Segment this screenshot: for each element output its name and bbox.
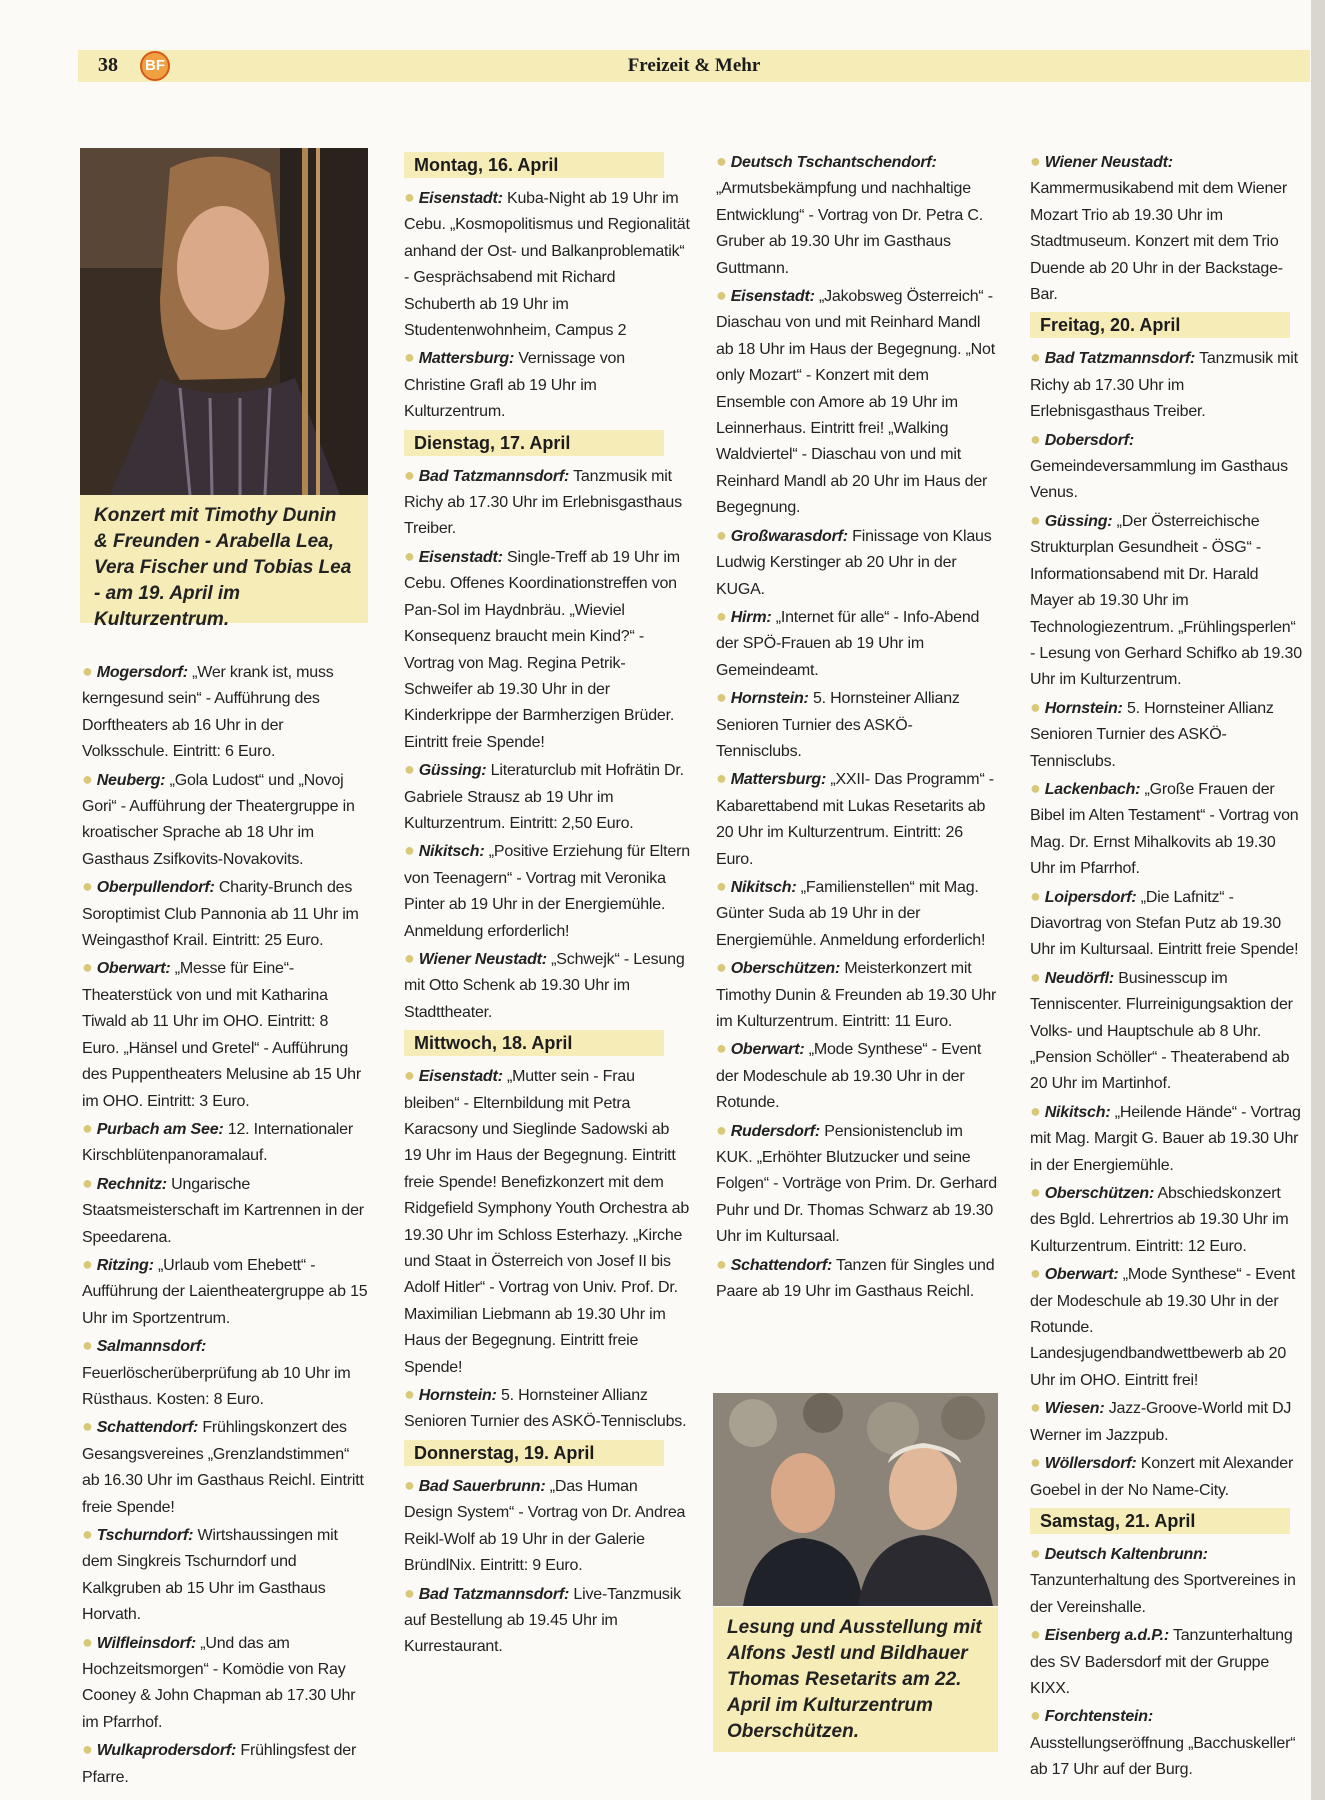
event-entry [1030,344,1302,425]
event-entry [82,1629,368,1737]
bullet-icon: ● [82,1739,93,1760]
bullet-icon: ● [716,285,727,306]
event-location: Eisenberg a.d.P.: [1044,1627,1170,1645]
event-entry [404,184,690,344]
bullet-icon: ● [1030,1182,1041,1203]
event-location: Hornstein: [730,690,809,708]
page-edge [1311,0,1325,1800]
event-entry [1030,1179,1302,1260]
bullet-icon: ● [716,524,727,545]
event-entry [1030,507,1302,694]
bullet-icon: ● [716,768,727,789]
bullet-icon: ● [404,545,415,566]
event-entry [1030,148,1302,308]
event-description: 12. Internationaler Kirschblütenpanoramalauf. [82,1120,353,1165]
bullet-icon: ● [1030,1452,1041,1473]
bullet-icon: ● [716,875,727,896]
event-location: Wiener Neustadt: [418,950,547,968]
event-location: Bad Sauerbrunn: [418,1477,546,1495]
event-location: Eisenstadt: [418,190,503,207]
bullet-icon: ● [82,768,93,789]
bullet-icon: ● [1030,1542,1041,1563]
event-location: Hirm: [730,608,772,626]
event-entry [82,1251,368,1332]
event-entry [82,658,368,766]
event-entry [404,1472,690,1580]
event-entry [404,945,690,1026]
event-location: Oberwart: [96,960,171,978]
event-entry [404,1062,690,1381]
event-location: Ritzing: [96,1256,154,1274]
bullet-icon: ● [404,947,415,968]
event-entry [716,282,998,522]
bullet-icon: ● [1030,696,1041,717]
bullet-icon: ● [716,605,727,626]
event-location: Bad Tatzmannsdorf: [418,467,570,485]
event-description: „Und das am Hochzeitsmorgen“ - Komödie von Ray Cooney & John Chapman ab 17.30 Uhr im Pfarrhof. [82,1634,356,1731]
event-entry [82,1521,368,1629]
magazine-logo: BF [140,51,170,81]
event-location: Tschurndorf: [96,1527,194,1544]
event-entry [404,1381,690,1436]
column-3 [716,148,998,1305]
event-description: „Familienstellen“ mit Mag. Günter Suda ab 19 Uhr in der Energiemühle. Anmeldung erforderlich! [716,878,986,949]
bullet-icon: ● [1030,347,1041,368]
event-entry [404,756,690,837]
event-entry [82,873,368,954]
event-location: Schattendorf: [730,1256,833,1274]
bullet-icon: ● [404,1384,415,1405]
event-entry [716,684,998,765]
event-description: Charity-Brunch des Soroptimist Club Pannonia ab 11 Uhr im Weingasthof Krail. Eintritt: 25 Euro. [82,879,359,950]
day-heading: Mittwoch, 18. April [404,1030,664,1056]
event-entry [1030,1621,1302,1702]
page-header [78,50,1310,82]
event-location: Hornstein: [418,1387,497,1405]
event-location: Lackenbach: [1044,780,1141,798]
event-description: „Gola Ludost“ und „Novoj Gori“ - Aufführung der Theatergruppe in kroatischer Sprache ab 18 Uhr im Gasthaus Zsifkovits-Novakovits. [82,771,355,868]
event-entry [82,1115,368,1170]
event-location: Oberwart: [730,1041,805,1059]
bullet-icon: ● [716,151,727,171]
event-entry [716,765,998,873]
bullet-icon: ● [82,1117,93,1138]
day-heading: Montag, 16. April [404,152,664,178]
event-location: Wiener Neustadt: [1044,154,1173,171]
bullet-icon: ● [82,1335,93,1356]
event-description: Meisterkonzert mit Timothy Dunin & Freunden ab 19.30 Uhr im Kulturzentrum. Eintritt: 11 Euro. [716,960,997,1030]
bullet-icon: ● [82,876,93,897]
event-description: „Messe für Eine“- Theaterstück von und mit Katharina Tiwald ab 11 Uhr im OHO. Eintritt: 8 Euro. „Hänsel und Gretel“ - Aufführung des Puppentheaters Melusine ab 15 Uhr im OHO. Eintritt: 3 Euro. [82,960,362,1110]
photo-jestl-resetarits [713,1393,998,1606]
event-location: Mattersburg: [418,350,515,368]
event-entry [716,1035,998,1116]
event-location: Wiesen: [1044,1400,1105,1418]
event-entry [404,543,690,756]
event-description: Konzert mit Alexander Goebel in der No Name-City. [1030,1455,1294,1499]
bullet-icon: ● [82,661,93,681]
bullet-icon: ● [716,1038,727,1059]
event-entry [82,1736,368,1791]
bullet-icon: ● [1030,1263,1041,1284]
event-entry [716,873,998,954]
event-description: Tanzen für Singles und Paare ab 19 Uhr im Gasthaus Reichl. [716,1256,995,1301]
event-description: „Schwejk“ - Lesung mit Otto Schenk ab 19.30 Uhr im Stadttheater. [404,950,685,1021]
event-entry [82,954,368,1114]
event-entry [82,1413,368,1521]
event-location: Oberwart: [1044,1266,1119,1284]
event-entry [1030,964,1302,1098]
event-location: Güssing: [1044,512,1113,530]
event-location: Dobersdorf: [1044,431,1135,449]
event-location: Bad Tatzmannsdorf: [418,1585,570,1603]
event-location: Bad Tatzmannsdorf: [1044,350,1196,368]
photo-timothy-dunin [80,148,368,495]
bullet-icon: ● [1030,885,1041,906]
event-location: Rechnitz: [96,1175,167,1193]
day-heading: Samstag, 21. April [1030,1508,1290,1534]
event-location: Purbach am See: [96,1120,224,1138]
bullet-icon: ● [404,840,415,861]
event-location: Wilfleinsdorf: [96,1634,196,1652]
event-location: Wulkaprodersdorf: [96,1742,237,1760]
bullet-icon: ● [82,957,93,978]
event-entry [1030,1098,1302,1179]
event-location: Neudörfl: [1044,969,1114,987]
bullet-icon: ● [404,1582,415,1603]
event-location: Großwarasdorf: [730,527,848,545]
event-description: 5. Hornsteiner Allianz Senioren Turnier des ASKÖ-Tennisclubs. [716,690,960,760]
event-description: Pensionistenclub im KUK. „Erhöhter Blutzucker und seine Folgen“ - Vorträge von Prim. Dr. Gerhard Puhr und Dr. Thomas Schwarz ab 19.30 Uhr im Kultursaal. [716,1122,998,1246]
event-location: Nikitsch: [730,878,797,896]
bullet-icon: ● [1030,151,1041,171]
day-heading: Freitag, 20. April [1030,312,1290,338]
bullet-icon: ● [404,1474,415,1495]
bullet-icon: ● [716,1119,727,1140]
event-description: Finissage von Klaus Ludwig Kerstinger ab 20 Uhr in der KUGA. [716,527,992,598]
event-description: „Mode Synthese“ - Event der Modeschule ab 19.30 Uhr in der Rotunde. [716,1041,982,1112]
page-number: 38 [98,54,118,76]
event-description: Ungarische Staatsmeisterschaft im Kartrennen in der Speedarena. [82,1175,364,1246]
event-description: Businesscup im Tenniscenter. Flurreinigungsaktion der Volks- und Hauptschule ab 8 Uhr. „Pension Schöller“ - Theaterabend ab 20 Uhr im Martinhof. [1030,969,1293,1093]
event-entry [82,1170,368,1251]
event-description: Gemeindeversammlung im Gasthaus Venus. [1030,458,1288,502]
event-description: „Heilende Hände“ - Vortrag mit Mag. Margit G. Bauer ab 19.30 Uhr in der Energiemühle. [1030,1103,1301,1174]
event-description: „Das Human Design System“ - Vortrag von Dr. Andrea Reikl-Wolf ab 19 Uhr in der Galerie BründlNix. Eintritt: 9 Euro. [404,1477,686,1575]
event-location: Güssing: [418,762,487,780]
bullet-icon: ● [1030,777,1041,798]
event-entry [716,954,998,1035]
event-entry [1030,775,1302,883]
event-location: Nikitsch: [418,843,485,861]
event-entry [716,1117,998,1251]
bullet-icon: ● [82,1172,93,1193]
bullet-icon: ● [716,1253,727,1274]
event-entry [1030,1449,1302,1504]
event-description: „Internet für alle“ - Info-Abend der SPÖ-Frauen ab 19 Uhr im Gemeindeamt. [716,608,980,679]
event-location: Oberschützen: [730,960,841,978]
event-location: Hornstein: [1044,699,1123,717]
event-description: Kuba-Night ab 19 Uhr im Cebu. „Kosmopolitismus und Regionalität anhand der Ost- und Balkanproblematik“ - Gesprächsabend mit Richard Schuberth ab 19 Uhr im Studentenwohnheim, Campus 2 [404,190,690,340]
event-entry [1030,426,1302,507]
event-entry [716,148,998,282]
bullet-icon: ● [82,1253,93,1274]
event-description: Literaturclub mit Hofrätin Dr. Gabriele Strausz ab 19 Uhr im Kulturzentrum. Eintritt: 2,50 Euro. [404,762,684,832]
bullet-icon: ● [404,464,415,485]
event-location: Eisenstadt: [730,288,815,306]
bullet-icon: ● [404,347,415,368]
event-description: „Die Lafnitz“ - Diavortrag von Stefan Putz ab 19.30 Uhr im Kultursaal. Eintritt freie Spende! [1030,888,1299,959]
event-location: Salmannsdorf: [96,1338,207,1356]
event-location: Mogersdorf: [96,664,188,681]
event-entry [404,344,690,425]
event-description: „Der Österreichische Strukturplan Gesundheit - ÖSG“ - Informationsabend mit Dr. Harald Mayer ab 19.30 Uhr im Technologiezentrum. „Frühlingsperlen“ - Lesung von Gerhard Schifko ab 19.30 Uhr im Kulturzentrum. [1030,512,1302,689]
column-4 [1030,148,1302,1784]
bullet-icon: ● [1030,966,1041,987]
event-entry [1030,694,1302,775]
event-description: 5. Hornsteiner Allianz Senioren Turnier des ASKÖ-Tennisclubs. [404,1387,687,1431]
section-title: Freizeit & Mehr [627,55,761,76]
bullet-icon: ● [1030,1705,1041,1726]
event-description: „Große Frauen der Bibel im Alten Testament“ - Vortrag von Mag. Dr. Ernst Mihalkovits ab 19.30 Uhr im Pfarrhof. [1030,780,1299,878]
bullet-icon: ● [404,187,415,207]
event-description: „Positive Erziehung für Eltern von Teenagern“ - Vortrag mit Veronika Pinter ab 19 Uhr in der Energiemühle. Anmeldung erforderlich! [404,843,690,940]
event-description: 5. Hornsteiner Allianz Senioren Turnier des ASKÖ-Tennisclubs. [1030,699,1274,770]
event-description: „Mutter sein - Frau bleiben“ - Elternbildung mit Petra Karacsony und Sieglinde Sadowski ab 19 Uhr im Haus der Begegnung. Eintritt freie Spende! Benefizkonzert mit dem Ridgefield Symphony Youth Orchestra ab 19.30 Uhr im Schloss Esterhazy. „Kirche und Staat in Österreich von Josef II bis Adolf Hitler“ - Vortrag von Univ. Prof. Dr. Maximilian Liebmann ab 19.30 Uhr im Haus der Begegnung. Eintritt freie Spende! [404,1068,690,1376]
bullet-icon: ● [404,1065,415,1086]
event-description: Single-Treff ab 19 Uhr im Cebu. Offenes Koordinationstreffen von Pan-Sol im Haydnbräu. „Wieviel Konsequenz braucht mein Kind?“ - Vortrag von Mag. Regina Petrik-Schweifer ab 19.30 Uhr in der Kinderkrippe der Barmherzigen Brüder. Eintritt freie Spende! [404,548,680,751]
event-description: Tanzmusik mit Richy ab 17.30 Uhr im Erlebnisgasthaus Treiber. [404,467,682,538]
bullet-icon: ● [1030,509,1041,530]
event-location: Mattersburg: [730,771,827,789]
bullet-icon: ● [716,687,727,708]
day-heading: Donnerstag, 19. April [404,1440,664,1466]
event-entry [404,837,690,945]
event-description: Tanzunterhaltung des Sportvereines in der Vereinshalle. [1030,1572,1296,1616]
event-entry [716,522,998,603]
event-description: „Mode Synthese“ - Event der Modeschule ab 19.30 Uhr in der Rotunde. Landesjugendbandwettbewerb ab 20 Uhr im OHO. Eintritt frei! [1030,1266,1296,1389]
event-entry [716,1251,998,1306]
event-description: Frühlingskonzert des Gesangsvereines „Grenzlandstimmen“ ab 16.30 Uhr im Gasthaus Reichl. Eintritt freie Spende! [82,1419,364,1516]
event-entry [1030,1260,1302,1394]
event-location: Schattendorf: [96,1419,199,1437]
event-description: Frühlingsfest der Pfarre. [82,1742,357,1786]
event-entry [1030,1394,1302,1449]
event-description: Tanzunterhaltung des SV Badersdorf mit der Gruppe KIXX. [1030,1627,1293,1697]
event-description: Ausstellungseröffnung „Bacchuskeller“ ab 17 Uhr auf der Burg. [1030,1734,1296,1779]
bullet-icon: ● [1030,1100,1041,1121]
event-entry [1030,1540,1302,1621]
event-location: Neuberg: [96,771,166,789]
event-description: Vernissage von Christine Grafl ab 19 Uhr im Kulturzentrum. [404,350,625,421]
event-description: „XXII- Das Programm“ - Kabarettabend mit Lukas Resetarits ab 20 Uhr im Kulturzentrum. Eintritt: 26 Euro. [716,771,994,868]
caption-timothy-dunin: Konzert mit Timothy Dunin & Freunden - Arabella Lea, Vera Fischer und Tobias Lea - am 19. April im Kulturzentrum. [80,495,368,623]
event-entry [1030,1702,1302,1783]
event-entry [716,603,998,684]
event-location: Oberschützen: [1044,1185,1155,1203]
bullet-icon: ● [1030,1397,1041,1418]
event-entry [1030,883,1302,964]
event-location: Deutsch Tschantschendorf: [730,154,937,171]
event-location: Oberpullendorf: [96,879,215,897]
bullet-icon: ● [1030,1624,1041,1645]
event-description: Feuerlöscherüberprüfung ab 10 Uhr im Rüsthaus. Kosten: 8 Euro. [82,1364,351,1408]
event-description: Live-Tanzmusik auf Bestellung ab 19.45 Uhr im Kurrestaurant. [404,1585,681,1656]
bullet-icon: ● [716,957,727,978]
event-location: Rudersdorf: [730,1122,821,1140]
event-description: Jazz-Groove-World mit DJ Werner im Jazzpub. [1030,1400,1292,1444]
day-heading: Dienstag, 17. April [404,430,664,456]
event-location: Eisenstadt: [418,548,503,566]
event-description: „Jakobsweg Österreich“ - Diaschau von und mit Reinhard Mandl ab 18 Uhr im Haus der Begegnung. „Not only Mozart“ - Konzert mit dem Ensemble con Amore ab 19 Uhr im Leinnerhaus. Eintritt frei! „Walking Waldviertel“ - Diaschau von und mit Reinhard Mandl ab 20 Uhr im Haus der Begegnung. [716,288,995,517]
event-description: Kammermusikabend mit dem Wiener Mozart Trio ab 19.30 Uhr im Stadtmuseum. Konzert mit dem Trio Duende ab 20 Uhr in der Backstage-Bar. [1030,180,1287,304]
event-entry [82,766,368,874]
caption-jestl-resetarits: Lesung und Ausstellung mit Alfons Jestl und Bildhauer Thomas Resetarits am 22. April im Kulturzentrum Oberschützen. [713,1607,998,1752]
event-description: Abschiedskonzert des Bgld. Lehrertrios ab 19.30 Uhr im Kulturzentrum. Eintritt: 12 Euro. [1030,1185,1289,1255]
bullet-icon: ● [82,1524,93,1544]
bullet-icon: ● [1030,428,1041,449]
event-location: Wöllersdorf: [1044,1455,1137,1473]
event-location: Loipersdorf: [1044,888,1137,906]
bullet-icon: ● [82,1416,93,1437]
bullet-icon: ● [404,759,415,780]
event-entry [82,1332,368,1413]
event-location: Nikitsch: [1044,1103,1111,1121]
column-2 [404,148,690,1661]
event-location: Forchtenstein: [1044,1708,1154,1726]
event-description: Wirtshaussingen mit dem Singkreis Tschurndorf und Kalkgruben ab 15 Uhr im Gasthaus Horvath. [82,1527,338,1624]
event-description: „Armutsbekämpfung und nachhaltige Entwicklung“ - Vortrag von Dr. Petra C. Gruber ab 19.30 Uhr im Gasthaus Guttmann. [716,180,983,277]
event-entry [404,462,690,543]
bullet-icon: ● [82,1631,93,1652]
column-1 [82,658,368,1791]
event-location: Deutsch Kaltenbrunn: [1044,1545,1208,1563]
event-location: Eisenstadt: [418,1068,503,1086]
event-entry [404,1580,690,1661]
event-description: „Wer krank ist, muss kerngesund sein“ - Aufführung des Dorftheaters ab 16 Uhr in der Volksschule. Eintritt: 6 Euro. [82,664,334,761]
event-description: Tanzmusik mit Richy ab 17.30 Uhr im Erlebnisgasthaus Treiber. [1030,350,1298,421]
event-description: „Urlaub vom Ehebett“ - Aufführung der Laientheatergruppe ab 15 Uhr im Sportzentrum. [82,1256,368,1327]
